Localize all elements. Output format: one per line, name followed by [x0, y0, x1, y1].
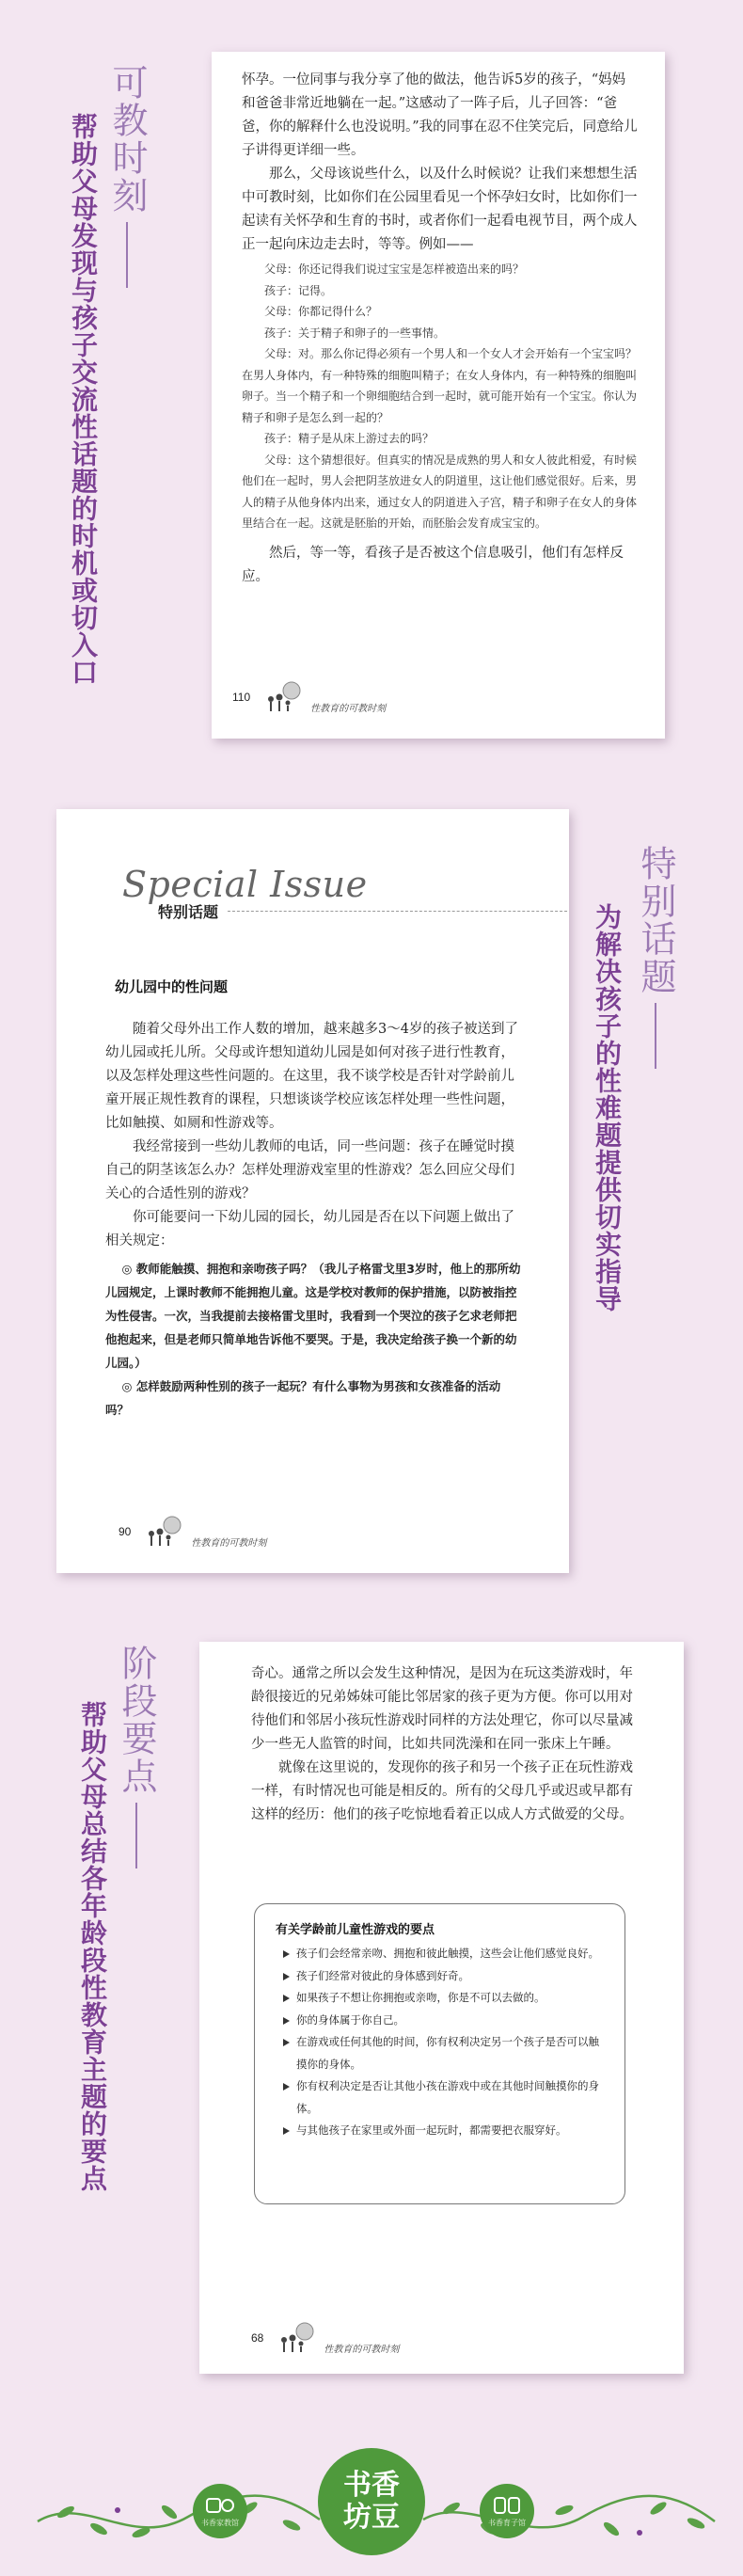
paragraph: 那么，父母该说些什么，以及什么时候说？让我们来想想生活中可教时刻，比如你们在公园里看见一个怀孕妇女时，比如你们一起读有关怀孕和生育的书时，或者你们一起看电视节目，两个成人正一起向床边走去时，等等。例如—— — [242, 167, 638, 252]
triangle-bullet-icon — [283, 1995, 290, 2002]
paragraph: 你可能要问一下幼儿园的园长，幼儿园是否在以下问题上做出了相关规定： — [105, 1210, 514, 1248]
triangle-bullet-icon — [283, 2039, 290, 2046]
book-page-90 — [56, 809, 569, 1573]
page-number: 110 — [232, 691, 251, 704]
triangle-bullet-icon — [283, 1973, 290, 1980]
family-figures-icon — [144, 1515, 187, 1549]
side-subtitle-special-topic: 为解决孩子的性难题提供切实指导 — [592, 903, 623, 1312]
page-footer — [232, 680, 386, 714]
special-issue-heading: Special Issue — [122, 864, 368, 905]
book-cup-icon — [205, 2495, 235, 2516]
triangle-bullet-icon — [283, 2017, 290, 2025]
side-subtitle-teachable-moment: 帮助父母发现与孩子交流性话题的时机或切入口 — [68, 113, 99, 686]
book-page-68 — [199, 1642, 684, 2374]
side-subtitle-stage-points: 帮助父母总结各年龄段性教育主题的要点 — [77, 1701, 108, 2192]
paragraph: 然后，等一等，看孩子是否被这个信息吸引，他们有怎样反应。 — [242, 545, 624, 584]
footer-vine-banner — [0, 2418, 743, 2576]
side-dash — [126, 222, 128, 288]
footer-brand: 性教育的可教时刻 — [324, 2345, 400, 2355]
dialogue-line: 孩子：精子是从床上游过去的吗？ — [264, 432, 435, 445]
footer-logo — [263, 680, 386, 714]
list-item: 孩子们会经常亲吻、拥抱和彼此触摸，这些会让他们感觉良好。 — [296, 1943, 602, 1965]
section-title: 幼儿园中的性问题 — [115, 978, 229, 995]
side-title-teachable-moment: 可教时刻 — [102, 64, 153, 288]
paragraph: 奇心。通常之所以会发生这种情况，是因为在玩这类游戏时，年龄很接近的兄弟姊妹可能比邻居家的孩子更为方便。你可以用对待他们和邻居小孩玩性游戏时同样的方法处理它，你可以尽量减少一些无人监管的时间，比如共同洗澡和在同一张床上午睡。 — [251, 1666, 633, 1752]
special-topic-text: 特别话题 — [158, 903, 219, 921]
paragraph: 随着父母外出工作人数的增加，越来越多3～4岁的孩子被送到了幼儿园或托儿所。父母或许想知道幼儿园是如何对孩子进行性教育，以及怎样处理这些性问题的。在这里，我不谈学校是否针对学龄前儿童开展正规性教育的课程，只想谈谈学校应该怎样处理一些性问题，比如触摸、如厕和性游戏等。 — [105, 1022, 518, 1131]
dialogue-line: 父母：这个猜想很好。但真实的情况是成熟的男人和女人彼此相爱，有时候他们在一起时，男人会把阴茎放进女人的阴道里，这让他们感觉很好。后来，男人的精子从他身体内出来，通过女人的阴道进入子宫，精子和卵子在女人的身体里结合在一起。这就是胚胎的开始，而胚胎会发育成宝宝的。 — [242, 453, 638, 530]
side-title-special-topic: 特别话题 — [630, 845, 682, 1069]
dialogue-line: 父母：你都记得什么？ — [264, 305, 378, 318]
triangle-bullet-icon — [283, 1950, 290, 1958]
paragraph: 怀孕。一位同事与我分享了他的做法，他告诉5岁的孩子，“妈妈和爸爸非常近地躺在一起。”这感动了一阵子后，儿子回答：“爸爸，你的解释什么也没说明。”我的同事在忍不住笑完后，同意给儿子讲得更详细一些。 — [242, 72, 638, 158]
dialogue-line: 孩子：记得。 — [264, 283, 333, 297]
dialogue-line: 父母：对。那么你记得必须有一个男人和一个女人才会开始有一个宝宝吗？在男人身体内，有一种特殊的细胞叫精子；在女人身体内，有一种特殊的细胞叫卵子。当一个精子和一个卵细胞结合到一起时，就可能开始有一个宝宝。你认为精子和卵子是怎么到一起的？ — [242, 347, 638, 424]
list-item: 你有权利决定是否让其他小孩在游戏中或在其他时间触摸你的身体。 — [296, 2075, 602, 2120]
dialogue — [242, 259, 639, 534]
family-figures-icon — [263, 680, 307, 714]
logo-right-caption: 书香育子馆 — [488, 2518, 526, 2527]
triangle-bullet-icon — [283, 2083, 290, 2091]
family-figures-icon — [277, 2321, 320, 2355]
page-number: 90 — [119, 1525, 132, 1538]
rule-item: ◎ 教师能触摸、拥抱和亲吻孩子吗？（我儿子格雷戈里3岁时，他上的那所幼儿园规定，上课时教师不能拥抱儿童。这是学校对教师的保护措施，以防被指控为性侵害。一次，当我提前去接格雷戈里时，我看到一个哭泣的孩子乞求老师把他抱起来，但是老师只简单地告诉他不要哭。于是，我决定给孩子换一个新的幼儿园。） — [105, 1262, 521, 1370]
logo-right — [480, 2484, 534, 2538]
logo-left-caption: 书香家教馆 — [201, 2518, 239, 2527]
dashed-rule — [228, 911, 569, 912]
page-footer — [251, 2321, 399, 2355]
list-item: 孩子们经常对彼此的身体感到好奇。 — [296, 1965, 602, 1988]
side-dash — [655, 1003, 656, 1069]
logo-center-text: 书香坊豆 — [343, 2469, 400, 2534]
dialogue-line: 孩子：关于精子和卵子的一些事情。 — [264, 326, 446, 340]
tips-list — [255, 1943, 624, 2142]
list-item: 如果孩子不想让你拥抱或亲吻，你是不可以去做的。 — [296, 1987, 602, 2010]
page-footer — [119, 1515, 266, 1549]
paragraph: 我经常接到一些幼儿教师的电话，同一些问题：孩子在睡觉时摸自己的阴茎该怎么办？怎样处理游戏室里的性游戏？怎么回应父母们关心的合适性别的游戏？ — [105, 1139, 514, 1201]
logo-center — [318, 2448, 425, 2555]
book-pair-icon — [492, 2495, 522, 2516]
special-topic-label — [158, 900, 569, 922]
paragraph: 就像在这里说的，发现你的孩子和另一个孩子正在玩性游戏一样，有时情况也可能是相反的。所有的父母几乎或迟或早都有这样的经历：他们的孩子吃惊地看着正以成人方式做爱的父母。 — [251, 1760, 633, 1822]
side-dash — [135, 1803, 137, 1868]
list-item: 在游戏或任何其他的时间，你有权利决定另一个孩子是否可以触摸你的身体。 — [296, 2031, 602, 2075]
tips-box — [254, 1903, 625, 2204]
footer-brand: 性教育的可教时刻 — [191, 1538, 267, 1549]
tips-box-title: 有关学龄前儿童性游戏的要点 — [276, 1923, 435, 1937]
rule-item: ◎ 怎样鼓励两种性别的孩子一起玩？有什么事物为男孩和女孩准备的活动吗？ — [105, 1379, 501, 1417]
side-title-stage-points: 阶段要点 — [111, 1645, 163, 1868]
page-number: 68 — [251, 2331, 264, 2345]
triangle-bullet-icon — [283, 2127, 290, 2135]
dialogue-line: 父母：你还记得我们说过宝宝是怎样被造出来的吗？ — [264, 262, 525, 276]
book-page-110 — [212, 52, 665, 739]
logo-left — [193, 2484, 247, 2538]
footer-brand: 性教育的可教时刻 — [310, 704, 387, 714]
list-item: 你的身体属于你自己。 — [296, 2010, 602, 2032]
footer-logo — [277, 2321, 399, 2355]
list-item: 与其他孩子在家里或外面一起玩时，都需要把衣服穿好。 — [296, 2120, 602, 2142]
footer-logo — [144, 1515, 266, 1549]
